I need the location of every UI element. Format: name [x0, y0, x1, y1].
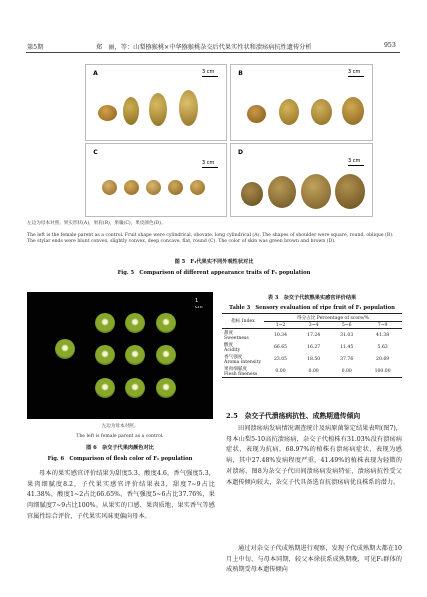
running-title: 郑 丽，等：山梨猕猴桃×中华猕猴桃杂交后代果实性状和溃疡病抗性遗传分析	[96, 44, 312, 51]
table-row	[222, 365, 402, 378]
fruit-image	[279, 99, 299, 125]
index-header: 指标 Index	[222, 314, 264, 329]
table-cell: 11.45	[340, 344, 354, 350]
table-row	[222, 329, 402, 342]
table-cell: 20.69	[376, 356, 390, 362]
fig5-caption-en: The left is the female parent as a control. Fruit shape were cylindrical, obovate, long cylindrical (A). The shapes of shoulder were square, round, oblique (B). The stylar ends were blunt convex, slightly convex, deep concave, flat, round (C). The color of skin was green brown and brown (D).	[27, 233, 394, 245]
table-cell: 37.76	[340, 356, 354, 362]
column-header: 7~9	[363, 322, 402, 329]
kiwi-slice	[125, 378, 145, 398]
panel-label: A	[91, 69, 100, 78]
fig5-panel-a	[85, 64, 227, 141]
issue-number: 第5期	[27, 44, 44, 51]
fruit-image	[124, 180, 139, 195]
fruit-image	[301, 174, 331, 209]
fruit-image	[98, 105, 117, 121]
scale-bar: 3 cm	[202, 160, 218, 166]
kiwi-slice	[125, 313, 145, 333]
section-heading: 2.5 杂交子代溃疡病抗性、成熟期遗传倾向	[226, 412, 361, 420]
table3-title-cn: 表 3 杂交子代软熟果实感官评价结果	[267, 295, 357, 301]
table-cell: 10.34	[273, 332, 288, 338]
row-label-en: Sweetness	[224, 335, 249, 341]
fig5-caption-cn: 左边为母本对照。果实形状(A)，果肩(B)，果喙(C)，果皮颜色(D)。	[27, 221, 166, 226]
panel-label: D	[236, 148, 245, 157]
left-paragraph: 母本的果实感官评价结果为甜度5.3，酸度4.6，香气强度5.3，果肉细腻度8.2，子代果实感官评价结果表3，甜度7~9占比41.38%，酸度1~2占比66.65%，香气强度5~6占比37.76%，果肉细腻度7~9占比100%。从果实的口感、果肉质地、果实香气等感官属性综合评价，子代果实风味更偏向母本。	[27, 470, 215, 520]
kiwi-slice	[95, 345, 115, 365]
row-label-cn: 香气强度	[224, 354, 243, 360]
table-cell: 100.00	[374, 368, 391, 374]
scale-bar: 1 cm	[195, 298, 207, 310]
fruit-image	[268, 176, 296, 208]
kiwi-slice	[156, 345, 176, 365]
fruit-image	[179, 90, 198, 126]
fig5-panel-d	[230, 143, 373, 217]
table-cell: 0.00	[308, 368, 319, 374]
kiwi-slice	[95, 378, 115, 398]
panel-label: C	[91, 148, 100, 157]
column-header: 3~4	[297, 322, 330, 329]
right-paragraph-1: 田间溃疡病发病情况调查统计及病原菌鉴定结果表明(图7)，母本山梨5-10高抗溃疡病，杂交子代植株有31.03%没有溃疡病症状，表现为抗病，68.97%的植株有溃疡病症状，表现为感病，其中27.48%发病程度严重，41.49%的植株表现为轻微的对溃疡，图8为杂交子代田间溃疡病发病特征，溃疡病抗性受父本遗传倾向较大，杂交子代具备选育抗溃疡病优良株系的潜力。	[226, 425, 402, 486]
row-label-en: Flesh fineness	[224, 371, 258, 377]
fruit-image	[247, 105, 266, 123]
table-cell: 41.38	[376, 332, 390, 338]
table-cell: 23.05	[273, 356, 288, 362]
row-label-cn: 酸度	[224, 342, 234, 348]
kiwi-slice	[156, 313, 176, 333]
fruit-image	[168, 180, 183, 195]
row-label-cn: 果肉细腻度	[224, 366, 247, 372]
fruit-image	[146, 180, 161, 195]
table-cell: 5.63	[377, 344, 388, 350]
table3	[222, 313, 402, 378]
kiwi-slice	[55, 339, 75, 359]
row-label-en: Aroma intensity	[224, 359, 262, 365]
scale-bar: 3 cm	[202, 69, 218, 75]
page-number: 953	[384, 42, 396, 49]
table-cell: 0.00	[275, 368, 286, 374]
kiwi-slice	[156, 378, 176, 398]
fig6-photo	[27, 292, 213, 419]
fig6-title-cn: 图 6 杂交子代果肉颜色对比	[86, 445, 154, 451]
table-cell: 31.03	[340, 332, 354, 338]
fig5-title-cn: 图 5 F₁代果实不同外观性状对比	[174, 259, 254, 265]
scale-bar: 3 cm	[348, 158, 364, 164]
score-header: 得分占比 Percentage of score/%	[264, 314, 402, 322]
table-cell: 17.24	[307, 332, 321, 338]
fruit-image	[149, 93, 167, 126]
table-cell: 18.50	[307, 356, 321, 362]
column-header: 5~6	[330, 322, 363, 329]
row-label-cn: 甜度	[224, 330, 234, 336]
fruit-image	[311, 99, 332, 125]
header-rule	[26, 52, 400, 53]
column-header: 1~2	[264, 322, 297, 329]
fig6-caption-cn: 左边为母本对照。	[101, 424, 139, 429]
scale-bar: 3 cm	[348, 69, 364, 75]
fruit-image	[241, 182, 263, 206]
table-cell: 0.00	[341, 368, 352, 374]
fig6-caption-en: The left is female parent as a control.	[76, 434, 164, 439]
kiwi-slice	[95, 313, 115, 333]
fruit-image	[123, 97, 139, 125]
fig5-title-en: Fig. 5 Comparison of different appearance traits of F₁ population	[117, 270, 311, 276]
table-cell: 66.65	[273, 344, 288, 350]
table-row	[222, 341, 402, 353]
table-cell: 16.27	[307, 344, 321, 350]
fruit-image	[190, 180, 205, 195]
fruit-image	[335, 174, 365, 209]
fig6-title-en: Fig. 6 Comparison of flesh color of F₁ population	[47, 456, 193, 462]
fruit-image	[102, 180, 117, 195]
table-row	[222, 353, 402, 365]
fig5-panel-c	[85, 143, 227, 217]
kiwi-slice	[125, 345, 145, 365]
panel-label: B	[236, 69, 245, 78]
fruit-image	[342, 97, 364, 125]
row-label-en: Acidity	[224, 347, 241, 353]
right-paragraph-2: 通过对杂交子代成熟期进行观察，发现子代成熟期大都在10月上中旬，与母本同期，较父本徐扶系成熟期晚，可见F₁群体的成熟期受母本遗传倾向	[226, 545, 402, 574]
table3-title-en: Table 3 Sensory evaluation of ripe fruit of F₁ population	[229, 305, 395, 311]
fig5-panel-b	[230, 64, 373, 141]
